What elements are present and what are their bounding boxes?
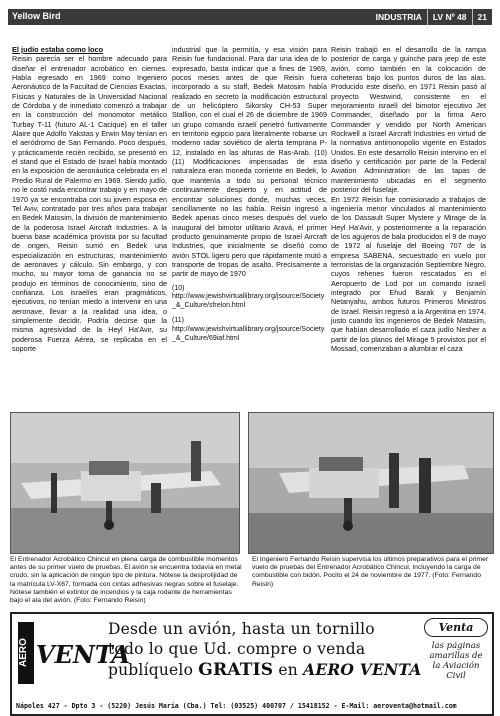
column-text: industrial que la permitía, y esa visión para Reisin fue fundacional. Para dar una idea de lo expresado, basta indicar que a fines de 1969, pocos meses antes de que Reisin fuera incorporado a su staff, Bedek Matosim había realizado en secreto la modificación estructural de un helicóptero Sikorsky CH-53 Super Stallion, con el cual el 26 de diciembre de 1969 un grupo comando israelí penetró furtivamente en territorio egipcio para literalmente robarse un moderno radar soviético de alerta temprana P-12, instalado en las alturas de Ras-Arab. (10) (11) Modificaciones impensadas de esta naturaleza eran moneda corriente en Bedek, lo que mantenía a todo su personal técnico continuamente despierto y en actitud de encontrar soluciones donde, muchas veces, sencillamente no las había. Reisin ingresó a Bedek apenas cinco meses después del vuelo inaugural del bimotor utilitario Aravá, el primer producto genuinamente propio de Israel Aircraft Industries, que inicialmente se diseñó como avión STOL ligero pero que rápidamente mutó a transporte de tropas de asalto. Precisamente a partir de mayo de 1970 [172, 45, 327, 279]
photo-reisin-supervising [248, 412, 494, 554]
page-header [8, 9, 492, 25]
logo-aero-text: AERO [18, 622, 34, 684]
photo-caption: El Entrenador Acrobático Chincul en plena carga de combustible momentos antes de su primer vuelo de pruebas. El avión se encuentra todavía en metal crudo, sin la aplicación de ningún tipo de pintura. Nótese la desprolijidad de la matrícula LV-X67, formada con cintas adhesivas negras sobre el fuselaje. Nótese también el extintor de incendios y la caja rodante de herramientas bajo el ala del avión. (Foto: Fernando Reisin) [10, 556, 242, 605]
reference-10 [172, 285, 327, 311]
photo-chincul-refueling [10, 412, 240, 554]
column-text: En 1972 Reisin fue comisionado a trabajos de ingeniería menor vinculados al mantenimiento de los Dassault Super Mystere y Mirage de la Heyl Ha'Avir, y posteriormente a la reparación de los agujeros de bala producidos el 9 de mayo de 1972 al fuselaje del Boeing 707 de la empresa SABENA, secuestrado en vuelo por terroristas de la organización Septiembre Negro, cuyos rehenes fueron rescatados en el Aeropuerto de Lod por un comando israelí integrado por Ehud Barak y Benjamín Netanyahu, ambos futuros Primeros Ministros de Israel. Reisin regresó a la Argentina en 1974, justo cuando los ingenieros de Bedek Matasim, que habían desarrollado el caza judío Nesher a partir de los planos del Mirage 5 provistos por el Mossad, comenzaban a alumbrar el caza [331, 194, 486, 353]
article-column-2 [172, 45, 327, 343]
side-logo: Venta [424, 618, 488, 637]
side-text: Civil [446, 671, 466, 681]
header-right [371, 9, 492, 25]
photo-caption: El Ingeniero Fernando Reisin supervisa los últimos preparativos para el primer vuelo de pruebas del Entrenador Acrobático Chincul, incluyendo la carga de combustible con bidón. Pocito el 24 de noviembre de 1977. (Foto: Fernando Reisin) [252, 556, 489, 588]
section-label: INDUSTRIA [375, 12, 422, 22]
ad-headline-2: todo lo que Ud. compre o venda [108, 640, 366, 658]
column-text: Reisin parecía ser el hombre adecuado para diseñar el entrenador acrobático en ciernes. Había egresado en 1969 como Ingeniero Aeronáutico de la Facultad de Ciencias Exactas, Físicas y Naturales de la Universidad Nacional de Córdoba y de inmediato comenzó a trabajar en la construcción del monomotor metálico Turbay T-11 (futuro AL-1 Cacique) en el taller Alaire que Adolfo Yakstas y Erwin May tenían en el aeródromo de San Fernando. Poco después, y prácticamente recién recibido, se presentó en el stand que el Estado de Israel había montado en la exposición de aeronáutica celebrada en el Predio Rural de Palermo en 1969. Siendo judío, no le costó nada encontrar trabajo y en mayo de 1970 ya se encontraba con su joven esposa en Tel Aviv, contratado por tres años para trabajar en Bedek Matosim, la división de mantenimiento de la poderosa Israel Aircraft Industries. A la buena base académica provista por su facultad de origen, Reisin sumó en Bedek una especialización en estructuras, mantenimiento de aeronaves y cálculo. Sin embargo, y con mucho, su mayor toma de ganancia no se produjo en términos de conocimiento, sino de confianza. Los israelíes eran pragmáticos, ejecutivos, no tenían miedo a intervenir en una aeronave, llevar a la realidad una idea, o simplemente decidir. Podría decirse que la misma agresividad de la Heyl Ha'Avir, su poderosa Fuerza Aérea, se replicaba en el soporte [12, 54, 167, 353]
ad-contact-footer: Nápoles 427 - Dpto 3 - (5220) Jesús María (Cba.) Tel: (03525) 400707 / 15418152 - E-Mail: aeroventa@hotmail.com [16, 702, 457, 710]
reference-label: (10) [172, 284, 185, 292]
section-heading: El judío estaba como loco [12, 45, 104, 54]
page-number: 21 [477, 12, 487, 22]
reference-label: (11) [172, 316, 184, 324]
reference-url[interactable]: http://www.jewishvirtuallibrary.org/jsource/Society_&_Culture/sfrelon.html [172, 293, 325, 310]
ad-gratis: GRATIS [198, 660, 274, 680]
article-column-3 [331, 45, 486, 353]
reference-url[interactable]: http://www.jewishvirtuallibrary.org/jsource/Society_&_Culture/69iaf.html [172, 325, 325, 342]
side-text: la Aviación [432, 661, 480, 671]
ad-brand: AERO VENTA [303, 660, 422, 679]
side-text: las páginas [431, 641, 481, 651]
logo-venta-text: VENTA [36, 640, 131, 669]
ad-headline-3 [108, 660, 421, 680]
ad-side-panel [424, 618, 488, 688]
column-text: Reisin trabajó en el desarrollo de la rampa posterior de carga y guinche para jeep de este avión, como también en la colocación de coheteras bajo los puntos duros de las alas. Producido este diseño, en 1971 Reisin pasó al proyecto Westwind, consistente en el mejoramiento israelí del bimotor ejecutivo Jet Commander, diseñado por la firma Aero Commander y vendido por North American Rockwell a Israel Aircraft Industries en virtud de la normativa antimonopolio vigente en Estados Unidos. En este desarrollo Reisin intervino en el diseño y certificación por parte de la Federal Aviation Administration de las tapas de mantenimiento ubicadas en el segmento posterior del fuselaje. [331, 45, 486, 195]
reference-11 [172, 317, 327, 343]
side-text: amarillas de [429, 651, 483, 661]
aeroventa-advertisement[interactable] [10, 612, 494, 716]
ad-headline-1: Desde un avión, hasta un tornillo [108, 620, 375, 638]
issue-label: LV Nº 48 [432, 12, 467, 22]
magazine-section-title: Yellow Bird [12, 11, 61, 21]
ad-text: en [278, 661, 298, 679]
article-column-1 [12, 45, 167, 353]
aeroventa-logo [16, 620, 131, 686]
ad-text: publíquelo [108, 661, 194, 679]
